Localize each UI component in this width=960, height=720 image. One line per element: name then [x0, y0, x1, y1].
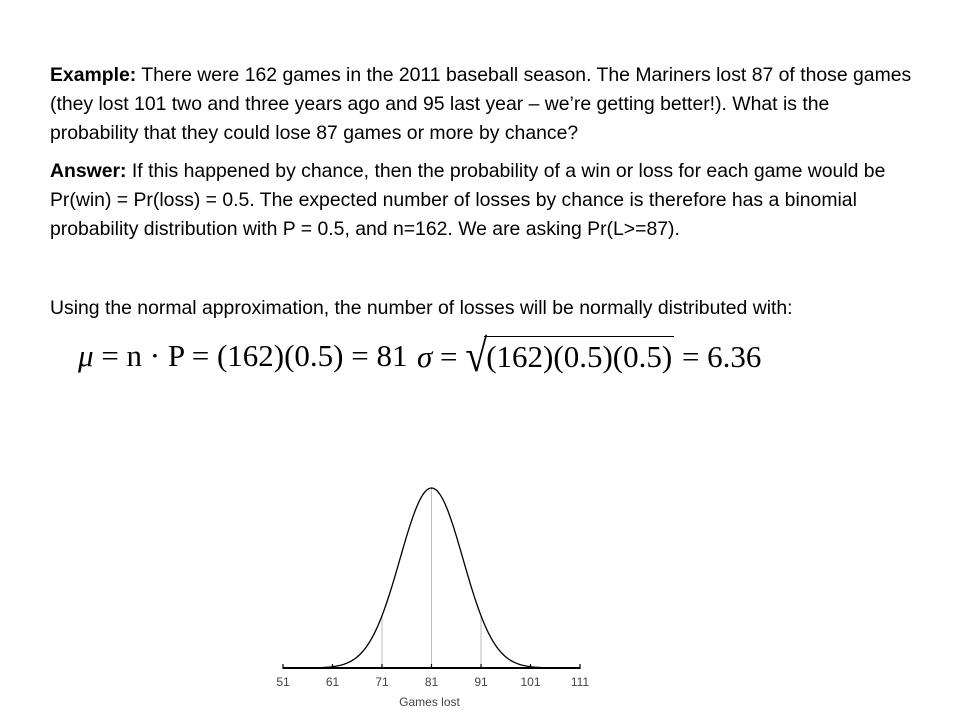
normal-approximation-text: Using the normal approximation, the number of losses will be normally distributed with:: [50, 297, 793, 319]
sigma-result: = 6.36: [674, 339, 762, 374]
example-paragraph: [50, 61, 920, 148]
sigma-symbol: σ: [417, 339, 433, 374]
x-tick-label-81: 81: [424, 675, 439, 689]
square-root: [465, 329, 674, 382]
answer-text: If this happened by chance, then the probability of a win or loss for each game would be Pr(win) = Pr(loss) = 0.5. The expected number of losses by chance is therefore has a binomial probability distribution with P = 0.5, and n=162. We are asking Pr(L>=87).: [50, 160, 886, 240]
x-tick-label-111: 111: [570, 675, 590, 689]
x-tick-label-101: 101: [520, 675, 541, 689]
sd-formula: [417, 329, 762, 382]
example-label: Example:: [50, 64, 137, 86]
answer-label: Answer:: [50, 160, 127, 182]
x-axis-label: Games lost: [399, 695, 460, 709]
normal-distribution-chart: [250, 470, 610, 715]
x-tick-label-71: 71: [375, 675, 389, 689]
mu-lhs: = n · P =: [93, 338, 217, 373]
x-tick-label-61: 61: [325, 675, 340, 689]
answer-paragraph: [50, 157, 920, 244]
reference-lines: [382, 488, 481, 668]
sqrt-icon: √: [465, 329, 488, 382]
example-text: There were 162 games in the 2011 baseball season. The Mariners lost 87 of those games (they lost 101 two and three years ago and 95 last year – we’re getting better!). What is the probability that they could lose 87 games or more by chance?: [50, 64, 912, 144]
mean-formula: [78, 336, 407, 376]
sigma-radicand: (162)(0.5)(0.5): [484, 336, 674, 377]
x-tick-label-51: 51: [276, 675, 290, 689]
mu-symbol: μ: [78, 338, 94, 373]
x-tick-label-91: 91: [474, 675, 488, 689]
mu-expression: (162)(0.5) = 81: [216, 338, 408, 373]
sigma-eq: =: [432, 339, 466, 374]
